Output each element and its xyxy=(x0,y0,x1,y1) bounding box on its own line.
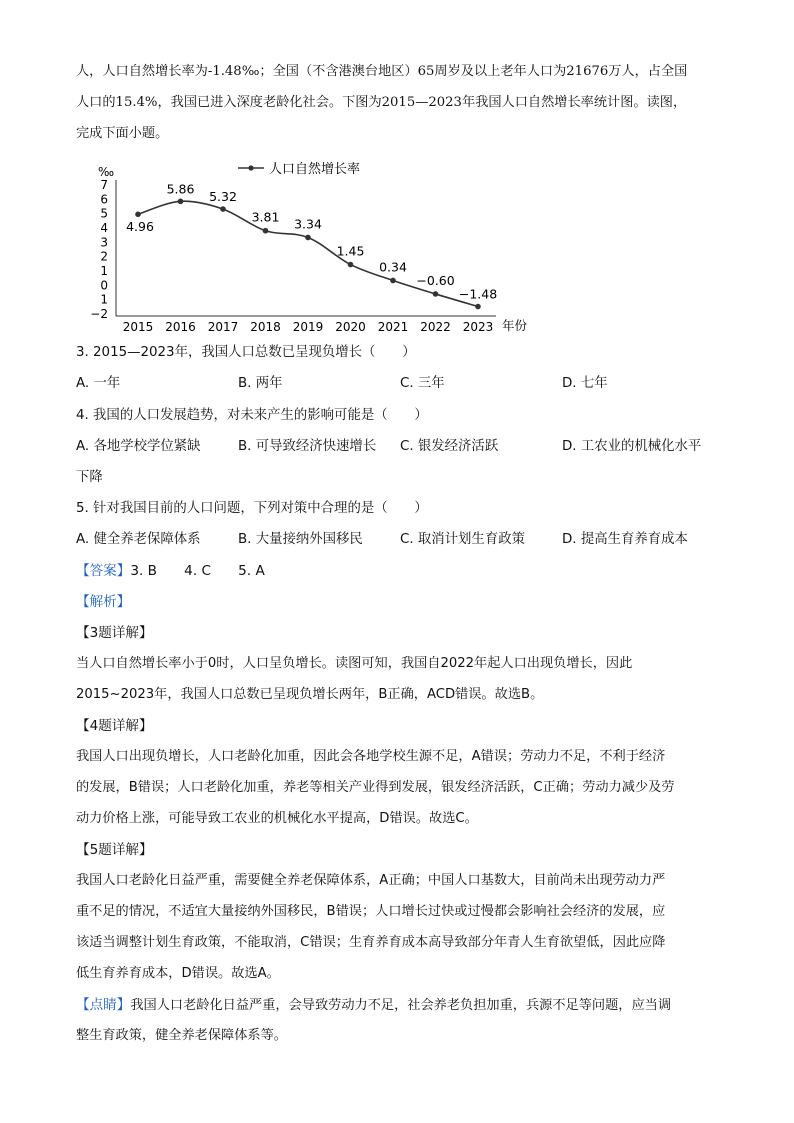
q3-stem: 3. 2015—2023年，我国人口总数已呈现负增长（ ） xyxy=(76,345,416,360)
x-tick-label: 2021 xyxy=(377,320,409,334)
data-value-label: 1.45 xyxy=(336,243,365,259)
analysis-label: 【解析】 xyxy=(76,594,131,610)
data-value-label: 3.34 xyxy=(294,216,322,232)
y-tick-label: 1 xyxy=(100,292,108,307)
q3-option-b: B. 两年 xyxy=(238,376,283,391)
data-point xyxy=(220,206,226,212)
detail-5-line-2: 重不足的情况，不适宜大量接纳外国移民，B错误；人口增长过快或过慢都会影响社会经济的发展，应 xyxy=(76,904,666,919)
detail-3-line-1: 当人口自然增长率小于0时，人口呈负增长。读图可知，我国自2022年起人口出现负增长，因此 xyxy=(76,656,633,671)
tip-line-1 xyxy=(76,995,671,1016)
x-tick-label: 2016 xyxy=(165,320,196,334)
data-value-label: −1.48 xyxy=(458,286,498,302)
detail-5-line-1: 我国人口老龄化日益严重，需要健全养老保障体系，A正确；中国人口基数大，目前尚未出现劳动力严 xyxy=(76,873,666,888)
q4-option-a: A. 各地学校学位紧缺 xyxy=(76,439,201,454)
detail-4-line-3: 动力价格上涨，可能导致工农业的机械化水平提高，D错误。故选C。 xyxy=(76,811,478,826)
q3-option-a: A. 一年 xyxy=(76,376,121,391)
data-point xyxy=(348,262,354,268)
data-points xyxy=(126,181,497,309)
q3-option-d: D. 七年 xyxy=(562,376,608,391)
x-tick-label: 2023 xyxy=(462,320,494,334)
answer-line xyxy=(76,561,265,581)
q3-option-c: C. 三年 xyxy=(400,376,445,391)
y-axis-ticks xyxy=(90,178,108,321)
q5-stem: 5. 针对我国目前的人口问题，下列对策中合理的是（ ） xyxy=(76,501,428,516)
x-tick-label: 2017 xyxy=(207,320,239,334)
q5-option-a: A. 健全养老保障体系 xyxy=(76,532,201,547)
y-tick-label: 5 xyxy=(100,206,108,221)
q5-option-d: D. 提高生育养育成本 xyxy=(562,532,688,547)
data-value-label: 5.32 xyxy=(209,189,237,205)
q4-option-b: B. 可导致经济快速增长 xyxy=(238,439,377,454)
detail-5-line-3: 该适当调整计划生育政策，不能取消，C错误；生育养育成本高导致部分年青人生育欲望低，因此应降 xyxy=(76,935,666,950)
y-tick-label: 2 xyxy=(100,249,108,264)
data-value-label: −0.60 xyxy=(416,272,455,288)
data-point xyxy=(178,199,184,205)
intro-line-3: 完成下面小题。 xyxy=(76,126,169,141)
y-tick-label: 6 xyxy=(100,192,108,207)
q4-stem: 4. 我国的人口发展趋势，对未来产生的影响可能是（ ） xyxy=(76,408,428,423)
tip-line-2: 整生育政策，健全养老保障体系等。 xyxy=(76,1028,287,1043)
answer-label: 【答案】 xyxy=(76,563,131,579)
data-point xyxy=(390,278,396,284)
y-tick-label: 1 xyxy=(100,264,108,278)
y-unit-label: ‰ xyxy=(98,165,115,179)
data-point xyxy=(305,235,311,241)
y-tick-label: −2 xyxy=(90,307,108,321)
legend-marker xyxy=(248,165,253,170)
data-value-label: 3.81 xyxy=(251,209,280,225)
data-point xyxy=(433,291,439,297)
legend-label: 人口自然增长率 xyxy=(269,162,361,177)
tip-label: 【点睛】 xyxy=(76,997,131,1013)
data-value-label: 4.96 xyxy=(126,219,154,235)
data-value-label: 0.34 xyxy=(379,259,407,275)
data-value-label: 5.86 xyxy=(166,181,195,197)
intro-line-1: 人，人口自然增长率为-1.48‰；全国（不含港澳台地区）65周岁及以上老年人口为21676万人，占全国 xyxy=(76,64,688,79)
detail-5-line-4: 低生育养育成本，D错误。故选A。 xyxy=(76,966,280,981)
x-unit-label: 年份 xyxy=(502,318,528,333)
q4-option-d-continued: 下降 xyxy=(76,470,103,485)
detail-4-label: 【4题详解】 xyxy=(76,718,153,734)
q5-option-b: B. 大量接纳外国移民 xyxy=(238,532,363,547)
data-point xyxy=(263,228,269,234)
q5-option-c: C. 取消计划生育政策 xyxy=(400,532,525,547)
detail-5-label: 【5题详解】 xyxy=(76,842,153,858)
detail-4-line-2: 的发展，B错误；人口老龄化加重，养老等相关产业得到发展，银发经济活跃，C正确；劳动力减少及劳 xyxy=(76,780,675,795)
data-point xyxy=(475,304,481,310)
y-tick-label: 7 xyxy=(100,178,108,192)
x-tick-label: 2018 xyxy=(250,320,281,334)
x-tick-label: 2022 xyxy=(420,320,451,334)
q4-option-d: D. 工农业的机械化水平 xyxy=(562,439,702,454)
data-point xyxy=(135,211,141,217)
q4-option-c: C. 银发经济活跃 xyxy=(400,439,499,454)
x-tick-label: 2020 xyxy=(335,320,366,334)
intro-line-2: 人口的15.4%，我国已进入深度老龄化社会。下图为2015—2023年我国人口自然增长率统计图。读图， xyxy=(76,95,687,110)
tip-text-1: 我国人口老龄化日益严重，会导致劳动力不足，社会养老负担加重，兵源不足等问题，应当调 xyxy=(130,998,672,1013)
detail-3-label: 【3题详解】 xyxy=(76,625,153,641)
growth-rate-chart xyxy=(78,152,548,337)
y-tick-label: 3 xyxy=(100,235,108,250)
x-axis-ticks xyxy=(123,320,494,334)
y-tick-label: 4 xyxy=(100,221,108,235)
detail-3-line-2: 2015~2023年，我国人口总数已呈现负增长两年，B正确，ACD错误。故选B。 xyxy=(76,687,544,702)
chart-legend xyxy=(238,162,360,177)
detail-4-line-1: 我国人口出现负增长，人口老龄化加重，因此会各地学校生源不足，A错误；劳动力不足，不利于经济 xyxy=(76,749,666,764)
x-tick-label: 2015 xyxy=(122,320,154,334)
y-tick-label: 0 xyxy=(100,278,108,293)
answer-text: 3. B 4. C 5. A xyxy=(130,563,265,579)
x-tick-label: 2019 xyxy=(292,320,324,334)
